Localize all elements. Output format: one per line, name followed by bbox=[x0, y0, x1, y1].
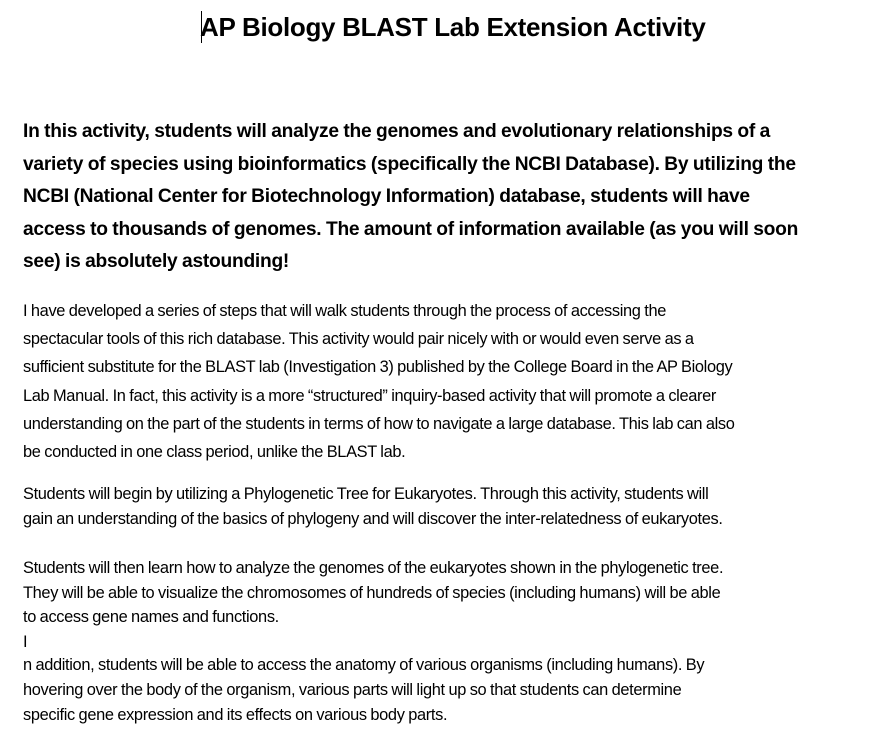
paragraph-line: Lab Manual. In fact, this activity is a more “structured” inquiry-based activity that will promote a clearer bbox=[23, 386, 716, 405]
paragraph-line: Students will begin by utilizing a Phylogenetic Tree for Eukaryotes. Through this activity, students will bbox=[23, 485, 709, 503]
document-title: AP Biology BLAST Lab Extension Activity bbox=[200, 12, 706, 42]
paragraph-line: hovering over the body of the organism, various parts will light up so that students can determine bbox=[23, 681, 682, 699]
paragraph-anatomy bbox=[23, 653, 883, 728]
paragraph-line: understanding on the part of the students in terms of how to navigate a large database. This lab can also bbox=[23, 414, 735, 433]
paragraph-line: spectacular tools of this rich database. This activity would pair nicely with or would even serve as a bbox=[23, 330, 694, 349]
paragraph-line: specific gene expression and its effects on various body parts. bbox=[23, 706, 448, 724]
paragraph-genomes bbox=[23, 556, 883, 654]
paragraph-line: sufficient substitute for the BLAST lab (Investigation 3) published by the College Board in the AP Biology bbox=[23, 358, 733, 377]
paragraph-line: I have developed a series of steps that will walk students through the process of accessing the bbox=[23, 302, 666, 320]
paragraph-line: gain an understanding of the basics of phylogeny and will discover the inter-relatedness of eukaryotes. bbox=[23, 509, 723, 528]
paragraph-line: Students will then learn how to analyze the genomes of the eukaryotes shown in the phylogenetic tree. bbox=[23, 559, 724, 577]
intro-line: access to thousands of genomes. The amount of information available (as you will soon bbox=[23, 218, 799, 240]
paragraph-line: They will be able to visualize the chromosomes of hundreds of species (including humans) will be able bbox=[23, 583, 721, 602]
intro-paragraph bbox=[23, 116, 883, 279]
intro-line: In this activity, students will analyze the genomes and evolutionary relationships of a bbox=[23, 121, 771, 142]
paragraph-phylogenetic-tree bbox=[23, 482, 883, 531]
intro-line: see) is absolutely astounding! bbox=[23, 251, 290, 273]
paragraph-line: I bbox=[23, 632, 28, 651]
paragraph-line: to access gene names and functions. bbox=[23, 608, 279, 626]
paragraph-steps bbox=[23, 297, 883, 466]
intro-line: NCBI (National Center for Biotechnology Information) database, students will have bbox=[23, 186, 750, 208]
paragraph-line: n addition, students will be able to access the anatomy of various organisms (including humans). By bbox=[23, 656, 705, 674]
intro-line: variety of species using bioinformatics (specifically the NCBI Database). By utilizing the bbox=[23, 153, 796, 175]
paragraph-line: be conducted in one class period, unlike the BLAST lab. bbox=[23, 443, 406, 462]
